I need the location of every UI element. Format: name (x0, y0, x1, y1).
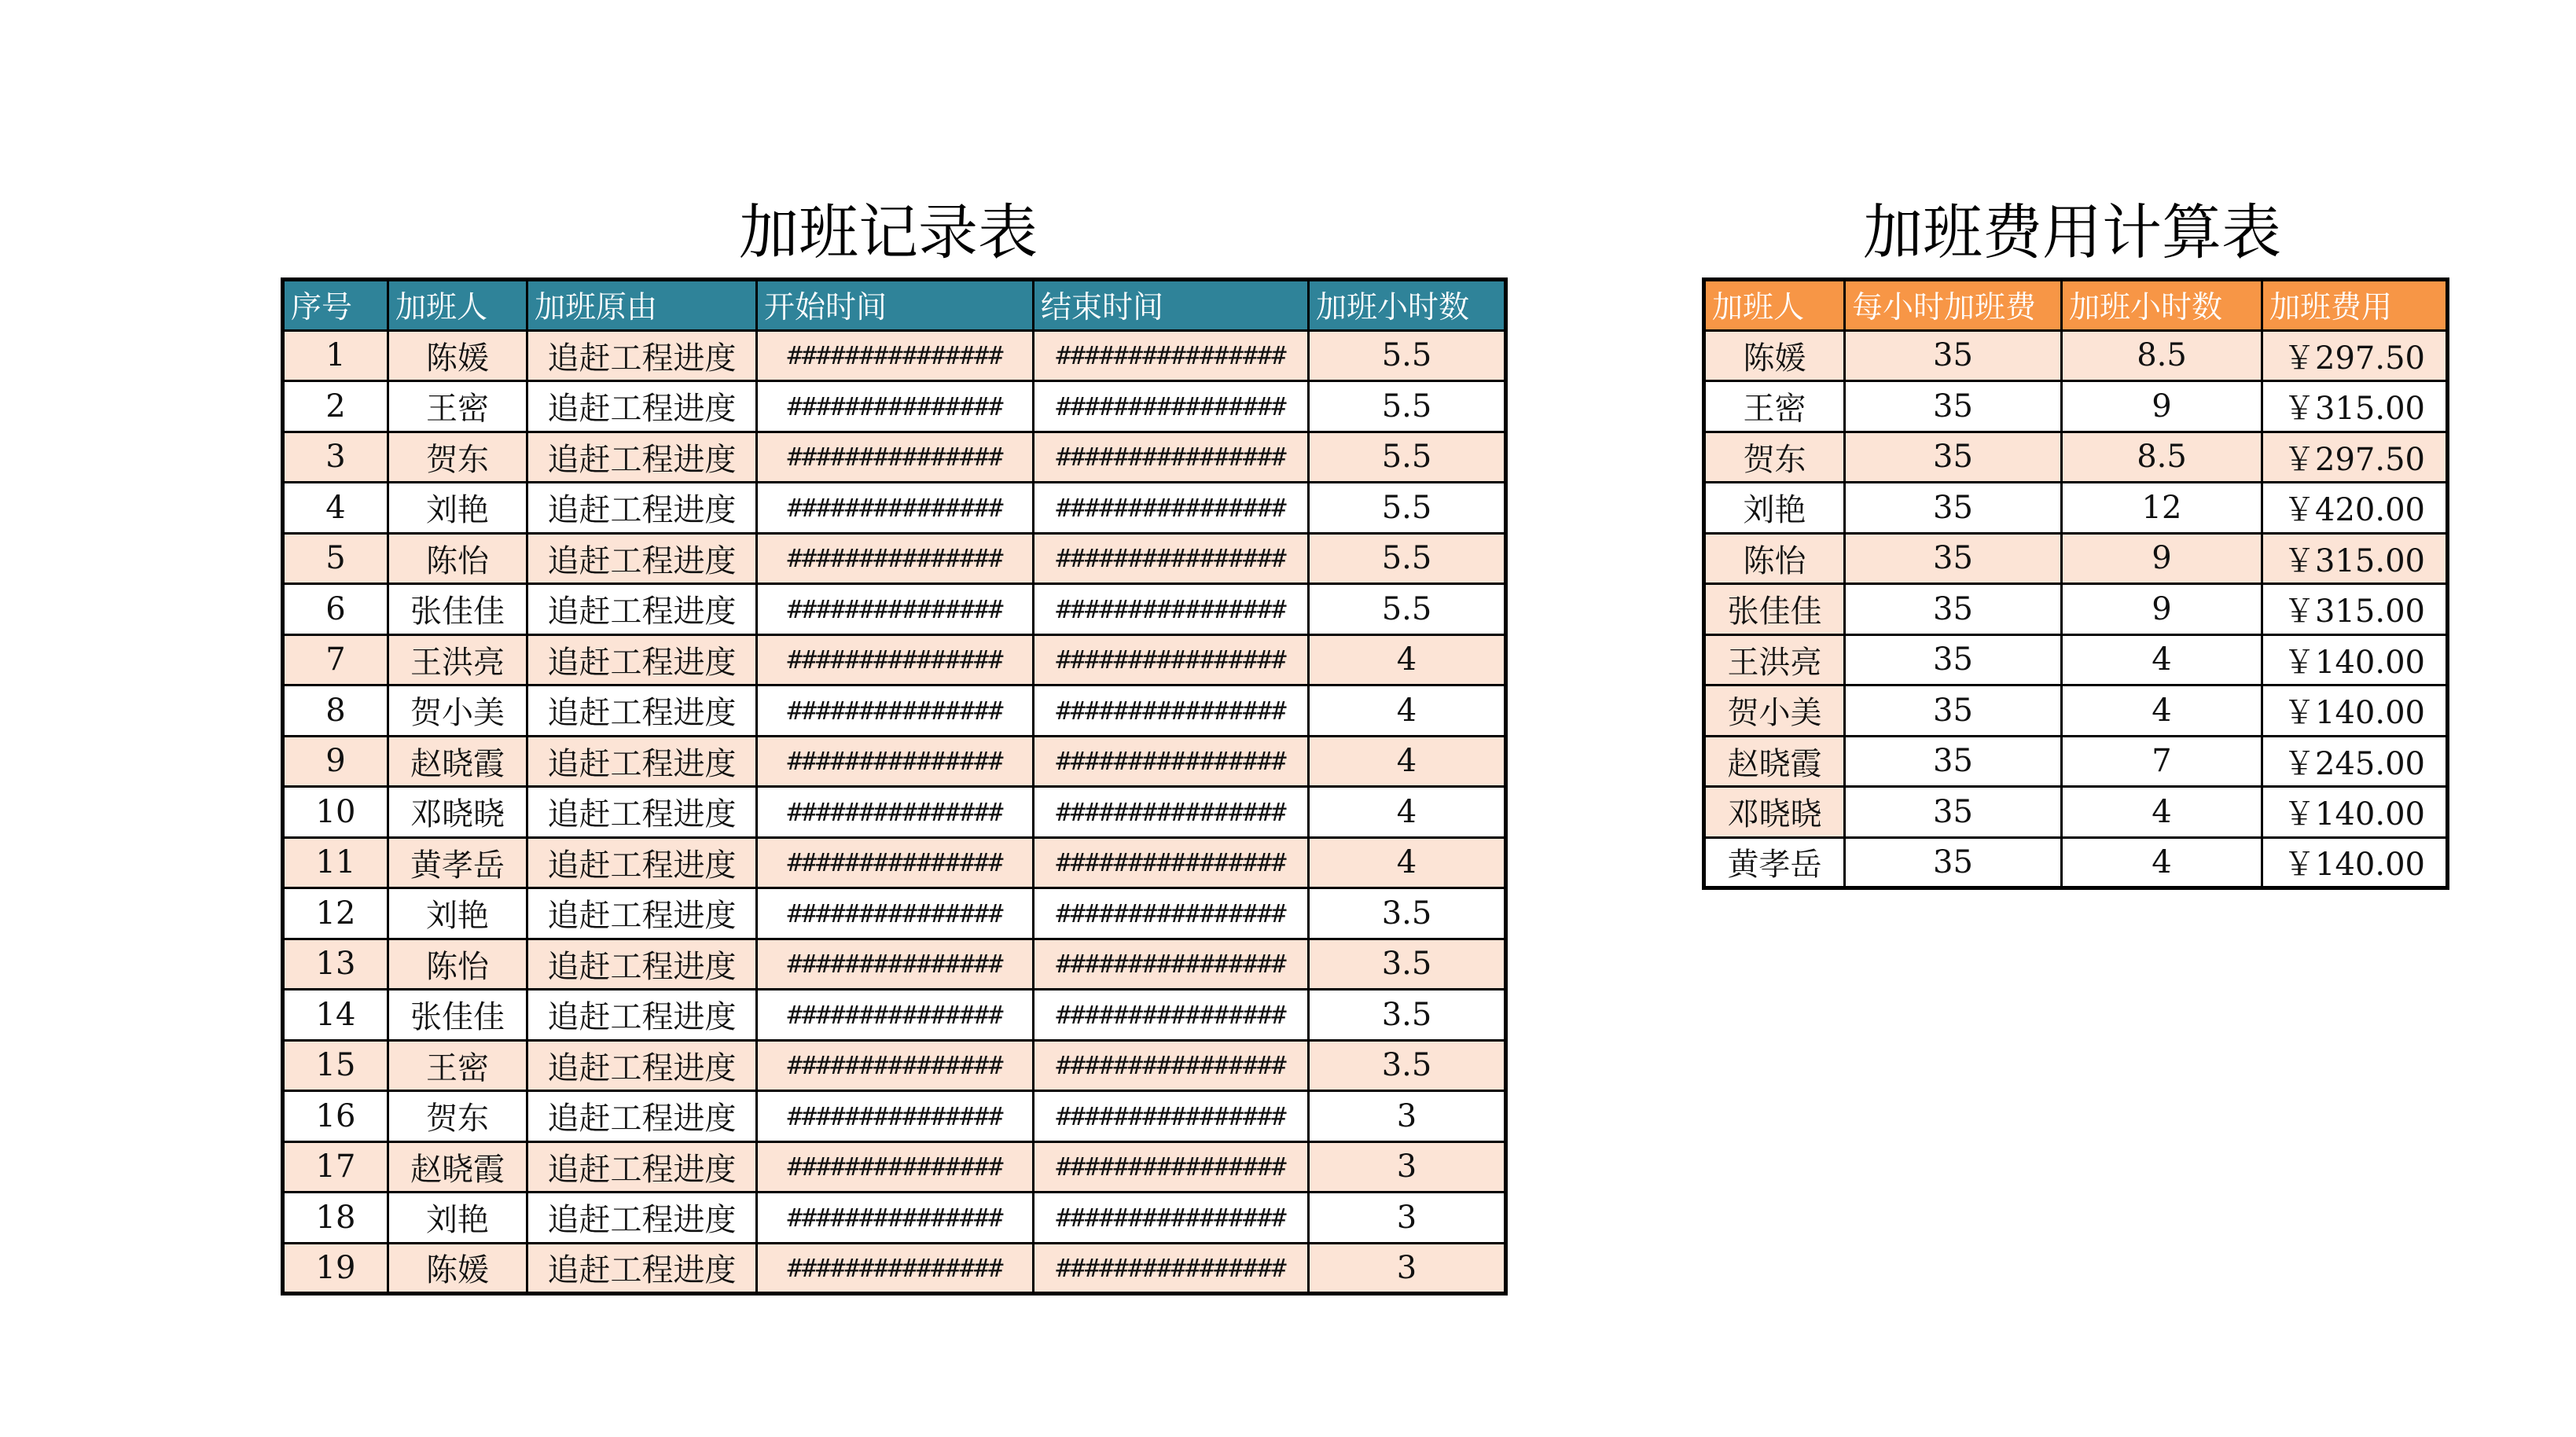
cell-end[interactable]: ################ (1034, 1091, 1309, 1142)
cell-start[interactable]: ############### (757, 1193, 1034, 1244)
cell-start[interactable]: ############### (757, 787, 1034, 838)
cell-reason[interactable]: 追赶工程进度 (527, 1091, 757, 1142)
header-cell-reason[interactable]: 加班原由 (527, 280, 757, 331)
cell-hours[interactable]: 7 (2062, 736, 2262, 787)
cell-hours[interactable]: 12 (2062, 483, 2262, 534)
cell-cost[interactable]: ￥315.00 (2262, 584, 2448, 635)
cell-hours[interactable]: 3 (1309, 1193, 1506, 1244)
cell-rate[interactable]: 35 (1845, 685, 2062, 737)
cell-end[interactable]: ################ (1034, 837, 1309, 888)
cell-reason[interactable]: 追赶工程进度 (527, 1193, 757, 1244)
table-row (283, 837, 1506, 888)
cell-hours[interactable]: 3.5 (1309, 990, 1506, 1041)
header-cell-name[interactable]: 加班人 (388, 280, 527, 331)
cell-hours[interactable]: 5.5 (1309, 330, 1506, 381)
cell-hours[interactable]: 4 (2062, 837, 2262, 888)
cell-name[interactable]: 陈怡 (388, 939, 527, 990)
cell-name[interactable]: 陈怡 (1704, 533, 1845, 584)
cell-end[interactable]: ################ (1034, 1193, 1309, 1244)
cell-hours[interactable]: 5.5 (1309, 432, 1506, 483)
cell-start[interactable]: ############### (757, 432, 1034, 483)
cell-reason[interactable]: 追赶工程进度 (527, 533, 757, 584)
cell-reason[interactable]: 追赶工程进度 (527, 432, 757, 483)
cell-name[interactable]: 贺东 (388, 432, 527, 483)
table-row (283, 939, 1506, 990)
cell-name[interactable]: 张佳佳 (1704, 584, 1845, 635)
cell-name[interactable]: 贺东 (1704, 432, 1845, 483)
header-cell-start[interactable]: 开始时间 (757, 280, 1034, 331)
cell-reason[interactable]: 追赶工程进度 (527, 685, 757, 737)
table-row (1704, 837, 2448, 888)
fee-header-row (1704, 280, 2448, 331)
cell-no[interactable]: 3 (283, 432, 388, 483)
cell-reason[interactable]: 追赶工程进度 (527, 939, 757, 990)
fee-header-cell-hours[interactable]: 加班小时数 (2062, 280, 2262, 331)
cell-name[interactable]: 刘艳 (1704, 483, 1845, 534)
cell-start[interactable]: ############### (757, 939, 1034, 990)
cell-name[interactable]: 张佳佳 (388, 990, 527, 1041)
cell-rate[interactable]: 35 (1845, 381, 2062, 432)
cell-hours[interactable]: 5.5 (1309, 584, 1506, 635)
cell-no[interactable]: 6 (283, 584, 388, 635)
table-row (283, 1243, 1506, 1294)
table-row (1704, 634, 2448, 685)
cell-reason[interactable]: 追赶工程进度 (527, 1141, 757, 1193)
cell-reason[interactable]: 追赶工程进度 (527, 584, 757, 635)
fee-table-title: 加班费用计算表 (1863, 197, 2281, 267)
table-row (1704, 533, 2448, 584)
cell-hours[interactable]: 4 (1309, 685, 1506, 737)
cell-hours[interactable]: 8.5 (2062, 432, 2262, 483)
table-row (1704, 685, 2448, 737)
cell-reason[interactable]: 追赶工程进度 (527, 634, 757, 685)
table-row (283, 787, 1506, 838)
cell-hours[interactable]: 3.5 (1309, 1040, 1506, 1091)
cell-end[interactable]: ################ (1034, 584, 1309, 635)
cell-cost[interactable]: ￥140.00 (2262, 634, 2448, 685)
cell-name[interactable]: 陈媛 (388, 330, 527, 381)
overtime-fee-table (1702, 277, 2449, 890)
cell-name[interactable]: 陈媛 (1704, 330, 1845, 381)
cell-start[interactable]: ############### (757, 1040, 1034, 1091)
cell-no[interactable]: 1 (283, 330, 388, 381)
table-row (283, 888, 1506, 939)
cell-hours[interactable]: 9 (2062, 533, 2262, 584)
cell-reason[interactable]: 追赶工程进度 (527, 787, 757, 838)
cell-start[interactable]: ############### (757, 381, 1034, 432)
cell-name[interactable]: 赵晓霞 (388, 1141, 527, 1193)
fee-header-cell-cost[interactable]: 加班费用 (2262, 280, 2448, 331)
cell-rate[interactable]: 35 (1845, 483, 2062, 534)
cell-hours[interactable]: 4 (1309, 634, 1506, 685)
cell-name[interactable]: 贺小美 (1704, 685, 1845, 737)
table-row (283, 685, 1506, 737)
cell-cost[interactable]: ￥315.00 (2262, 381, 2448, 432)
overtime-record-table (281, 277, 1508, 1296)
cell-end[interactable]: ################ (1034, 1141, 1309, 1193)
cell-end[interactable]: ################ (1034, 533, 1309, 584)
cell-cost[interactable]: ￥315.00 (2262, 533, 2448, 584)
cell-hours[interactable]: 8.5 (2062, 330, 2262, 381)
cell-reason[interactable]: 追赶工程进度 (527, 736, 757, 787)
cell-cost[interactable]: ￥140.00 (2262, 837, 2448, 888)
cell-cost[interactable]: ￥245.00 (2262, 736, 2448, 787)
cell-hours[interactable]: 5.5 (1309, 381, 1506, 432)
cell-reason[interactable]: 追赶工程进度 (527, 381, 757, 432)
cell-reason[interactable]: 追赶工程进度 (527, 990, 757, 1041)
cell-reason[interactable]: 追赶工程进度 (527, 1040, 757, 1091)
cell-no[interactable]: 13 (283, 939, 388, 990)
cell-hours[interactable]: 4 (2062, 787, 2262, 838)
table-row (1704, 483, 2448, 534)
cell-no[interactable]: 18 (283, 1193, 388, 1244)
cell-start[interactable]: ############### (757, 888, 1034, 939)
cell-name[interactable]: 陈怡 (388, 533, 527, 584)
cell-hours[interactable]: 3 (1309, 1243, 1506, 1294)
cell-name[interactable]: 张佳佳 (388, 584, 527, 635)
cell-start[interactable]: ############### (757, 1091, 1034, 1142)
table-row (1704, 432, 2448, 483)
cell-hours[interactable]: 3.5 (1309, 888, 1506, 939)
header-cell-hours[interactable]: 加班小时数 (1309, 280, 1506, 331)
cell-end[interactable]: ################ (1034, 483, 1309, 534)
fee-header-cell-name[interactable]: 加班人 (1704, 280, 1845, 331)
cell-name[interactable]: 王洪亮 (388, 634, 527, 685)
cell-rate[interactable]: 35 (1845, 634, 2062, 685)
table-row (283, 990, 1506, 1041)
table-row (1704, 330, 2448, 381)
cell-rate[interactable]: 35 (1845, 533, 2062, 584)
fee-header-cell-rate[interactable]: 每小时加班费 (1845, 280, 2062, 331)
cell-rate[interactable]: 35 (1845, 837, 2062, 888)
table-row (283, 1091, 1506, 1142)
cell-name[interactable]: 刘艳 (388, 1193, 527, 1244)
cell-no[interactable]: 5 (283, 533, 388, 584)
cell-reason[interactable]: 追赶工程进度 (527, 888, 757, 939)
cell-rate[interactable]: 35 (1845, 330, 2062, 381)
cell-end[interactable]: ################ (1034, 1040, 1309, 1091)
header-cell-no[interactable]: 序号 (283, 280, 388, 331)
cell-end[interactable]: ################ (1034, 1243, 1309, 1294)
cell-name[interactable]: 黄孝岳 (388, 837, 527, 888)
cell-hours[interactable]: 3 (1309, 1091, 1506, 1142)
cell-no[interactable]: 17 (283, 1141, 388, 1193)
table-row (283, 381, 1506, 432)
cell-name[interactable]: 赵晓霞 (388, 736, 527, 787)
cell-start[interactable]: ############### (757, 736, 1034, 787)
cell-hours[interactable]: 4 (1309, 787, 1506, 838)
table-row (1704, 381, 2448, 432)
table-row (283, 330, 1506, 381)
cell-end[interactable]: ################ (1034, 432, 1309, 483)
cell-cost[interactable]: ￥297.50 (2262, 432, 2448, 483)
cell-reason[interactable]: 追赶工程进度 (527, 330, 757, 381)
cell-start[interactable]: ############### (757, 1141, 1034, 1193)
cell-rate[interactable]: 35 (1845, 432, 2062, 483)
cell-start[interactable]: ############### (757, 837, 1034, 888)
cell-rate[interactable]: 35 (1845, 584, 2062, 635)
cell-cost[interactable]: ￥297.50 (2262, 330, 2448, 381)
cell-start[interactable]: ############### (757, 533, 1034, 584)
cell-name[interactable]: 贺东 (388, 1091, 527, 1142)
cell-start[interactable]: ############### (757, 634, 1034, 685)
cell-no[interactable]: 19 (283, 1243, 388, 1294)
header-cell-end[interactable]: 结束时间 (1034, 280, 1309, 331)
table-row (1704, 787, 2448, 838)
cell-end[interactable]: ################ (1034, 736, 1309, 787)
cell-no[interactable]: 7 (283, 634, 388, 685)
record-table-title: 加班记录表 (739, 197, 1038, 267)
cell-name[interactable]: 刘艳 (388, 483, 527, 534)
table-row (283, 533, 1506, 584)
cell-hours[interactable]: 4 (1309, 736, 1506, 787)
cell-reason[interactable]: 追赶工程进度 (527, 483, 757, 534)
cell-name[interactable]: 王密 (388, 381, 527, 432)
cell-hours[interactable]: 4 (2062, 634, 2262, 685)
cell-no[interactable]: 14 (283, 990, 388, 1041)
table-row (283, 634, 1506, 685)
cell-name[interactable]: 刘艳 (388, 888, 527, 939)
cell-end[interactable]: ################ (1034, 330, 1309, 381)
cell-no[interactable]: 10 (283, 787, 388, 838)
cell-end[interactable]: ################ (1034, 685, 1309, 737)
table-row (283, 1040, 1506, 1091)
cell-name[interactable]: 邓晓晓 (388, 787, 527, 838)
table-row (283, 736, 1506, 787)
cell-no[interactable]: 11 (283, 837, 388, 888)
cell-end[interactable]: ################ (1034, 990, 1309, 1041)
table-row (283, 432, 1506, 483)
record-header-row (283, 280, 1506, 331)
cell-start[interactable]: ############### (757, 1243, 1034, 1294)
cell-name[interactable]: 王密 (388, 1040, 527, 1091)
cell-end[interactable]: ################ (1034, 787, 1309, 838)
cell-start[interactable]: ############### (757, 990, 1034, 1041)
cell-hours[interactable]: 5.5 (1309, 533, 1506, 584)
cell-start[interactable]: ############### (757, 584, 1034, 635)
cell-cost[interactable]: ￥140.00 (2262, 787, 2448, 838)
cell-no[interactable]: 4 (283, 483, 388, 534)
cell-end[interactable]: ################ (1034, 888, 1309, 939)
table-row (283, 1141, 1506, 1193)
cell-reason[interactable]: 追赶工程进度 (527, 1243, 757, 1294)
table-row (283, 584, 1506, 635)
cell-hours[interactable]: 5.5 (1309, 483, 1506, 534)
cell-name[interactable]: 赵晓霞 (1704, 736, 1845, 787)
cell-name[interactable]: 贺小美 (388, 685, 527, 737)
cell-rate[interactable]: 35 (1845, 787, 2062, 838)
table-row (283, 1193, 1506, 1244)
cell-no[interactable]: 2 (283, 381, 388, 432)
cell-hours[interactable]: 3 (1309, 1141, 1506, 1193)
cell-no[interactable]: 15 (283, 1040, 388, 1091)
cell-hours[interactable]: 3.5 (1309, 939, 1506, 990)
table-row (283, 483, 1506, 534)
cell-rate[interactable]: 35 (1845, 736, 2062, 787)
cell-hours[interactable]: 9 (2062, 381, 2262, 432)
cell-name[interactable]: 陈媛 (388, 1243, 527, 1294)
table-row (1704, 584, 2448, 635)
cell-hours[interactable]: 4 (1309, 837, 1506, 888)
cell-hours[interactable]: 4 (2062, 685, 2262, 737)
cell-start[interactable]: ############### (757, 483, 1034, 534)
table-row (1704, 736, 2448, 787)
cell-no[interactable]: 12 (283, 888, 388, 939)
cell-hours[interactable]: 9 (2062, 584, 2262, 635)
cell-end[interactable]: ################ (1034, 939, 1309, 990)
cell-no[interactable]: 9 (283, 736, 388, 787)
cell-name[interactable]: 王密 (1704, 381, 1845, 432)
cell-name[interactable]: 黄孝岳 (1704, 837, 1845, 888)
cell-cost[interactable]: ￥140.00 (2262, 685, 2448, 737)
cell-no[interactable]: 8 (283, 685, 388, 737)
cell-start[interactable]: ############### (757, 330, 1034, 381)
cell-name[interactable]: 邓晓晓 (1704, 787, 1845, 838)
cell-cost[interactable]: ￥420.00 (2262, 483, 2448, 534)
cell-reason[interactable]: 追赶工程进度 (527, 837, 757, 888)
cell-end[interactable]: ################ (1034, 381, 1309, 432)
cell-start[interactable]: ############### (757, 685, 1034, 737)
cell-end[interactable]: ################ (1034, 634, 1309, 685)
cell-no[interactable]: 16 (283, 1091, 388, 1142)
cell-name[interactable]: 王洪亮 (1704, 634, 1845, 685)
